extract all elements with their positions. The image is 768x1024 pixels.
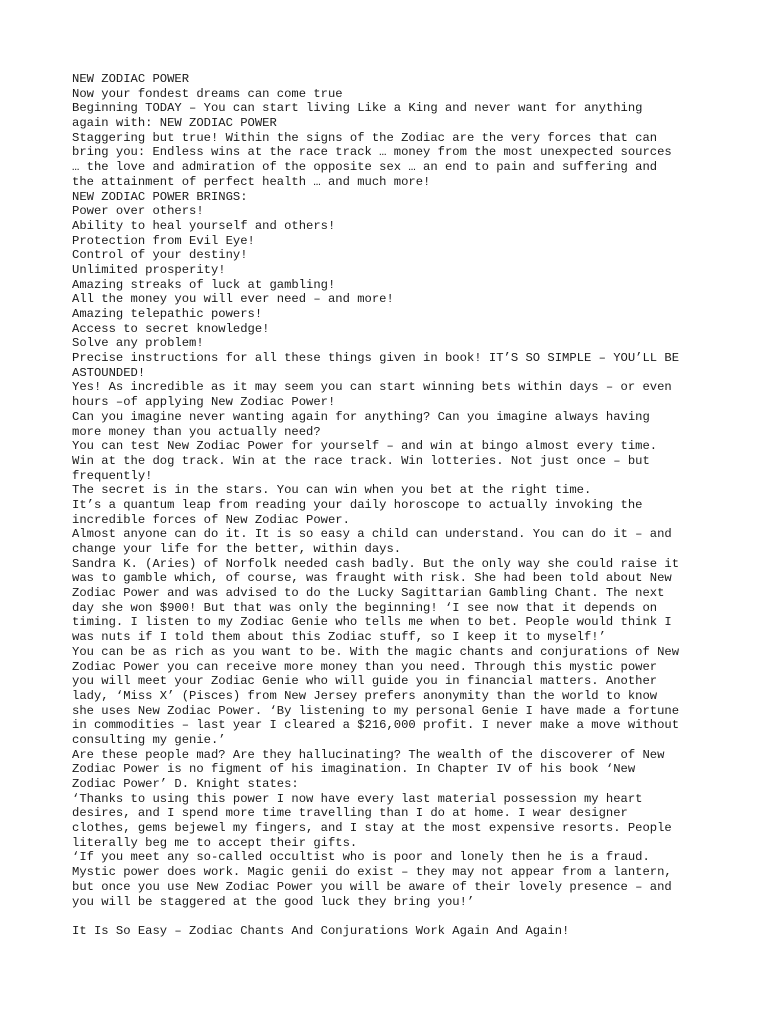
- text-line: Are these people mad? Are they hallucinating? The wealth of the discoverer of New: [72, 747, 665, 762]
- text-line: It’s a quantum leap from reading your daily horoscope to actually invoking the: [72, 497, 643, 512]
- text-line: Ability to heal yourself and others!: [72, 218, 336, 233]
- text-line: Amazing telepathic powers!: [72, 307, 263, 321]
- text-line: Sandra K. (Aries) of Norfolk needed cash badly. But the only way she could raise it: [72, 556, 680, 571]
- text-line: more money than you actually need?: [72, 424, 321, 439]
- text-line: Control of your destiny!: [72, 248, 248, 263]
- text-line: hours –of applying New Zodiac Power!: [72, 395, 336, 410]
- text-line: Beginning TODAY – You can start living Like a King and never want for anything: [72, 101, 643, 116]
- text-line: Mystic power does work. Magic genii do exist – they may not appear from a lantern,: [72, 865, 672, 880]
- text-line: Power over others!: [72, 204, 204, 219]
- text-line: Precise instructions for all these things given in book! IT’S SO SIMPLE – YOU’LL BE: [72, 351, 680, 366]
- text-line: you will be staggered at the good luck they bring you!’: [72, 894, 475, 909]
- text-line: Can you imagine never wanting again for anything? Can you imagine always having: [72, 409, 650, 424]
- text-line: … the love and admiration of the opposite sex … an end to pain and suffering and: [72, 160, 658, 175]
- text-line: NEW ZODIAC POWER BRINGS:: [72, 189, 248, 204]
- text-line: All the money you will ever need – and more!: [72, 292, 394, 307]
- text-line: but once you use New Zodiac Power you will be aware of their lovely presence – and: [72, 879, 672, 894]
- text-line: the attainment of perfect health … and much more!: [72, 174, 431, 189]
- text-line: she uses New Zodiac Power. ‘By listening to my personal Genie I have made a fortune: [72, 703, 680, 718]
- text-line: timing. I listen to my Zodiac Genie who tells me when to bet. People would think I: [72, 615, 672, 630]
- text-line: You can be as rich as you want to be. With the magic chants and conjurations of New: [72, 644, 680, 659]
- text-line: change your life for the better, within days.: [72, 542, 402, 556]
- text-line: It Is So Easy – Zodiac Chants And Conjurations Work Again And Again!: [72, 923, 570, 938]
- text-line: Almost anyone can do it. It is so easy a child can understand. You can do it – and: [72, 527, 672, 542]
- text-line: Solve any problem!: [72, 336, 204, 351]
- text-line: day she won $900! But that was only the beginning! ‘I see now that it depends on: [72, 600, 658, 615]
- text-line: Unlimited prosperity!: [72, 262, 226, 277]
- text-line: was nuts if I told them about this Zodiac stuff, so I keep it to myself!’: [72, 630, 606, 645]
- text-line: NEW ZODIAC POWER: [72, 72, 190, 86]
- text-line: Access to secret knowledge!: [72, 321, 270, 336]
- text-line: Staggering but true! Within the signs of the Zodiac are the very forces that can: [72, 130, 658, 145]
- text-line: Win at the dog track. Win at the race track. Win lotteries. Not just once – but: [72, 453, 650, 468]
- text-line: The secret is in the stars. You can win when you bet at the right time.: [72, 483, 592, 498]
- text-line: you will meet your Zodiac Genie who will guide you in financial matters. Another: [72, 674, 658, 689]
- text-line: Yes! As incredible as it may seem you can start winning bets within days – or even: [72, 380, 672, 395]
- text-line: Protection from Evil Eye!: [72, 233, 255, 248]
- text-line: Zodiac Power and was advised to do the Lucky Sagittarian Gambling Chant. The next: [72, 586, 665, 601]
- text-line: clothes, gems bejewel my fingers, and I stay at the most expensive resorts. People: [72, 821, 672, 836]
- blank-line: [72, 909, 712, 924]
- text-line: Zodiac Power is no figment of his imagination. In Chapter IV of his book ‘New: [72, 762, 636, 777]
- text-line: again with: NEW ZODIAC POWER: [72, 116, 277, 131]
- text-line: ASTOUNDED!: [72, 365, 146, 380]
- text-line: consulting my genie.’: [72, 732, 226, 747]
- text-line: bring you: Endless wins at the race track … money from the most unexpected sources: [72, 145, 672, 160]
- text-line: You can test New Zodiac Power for yourself – and win at bingo almost every time.: [72, 439, 658, 454]
- text-line: in commodities – last year I cleared a $216,000 profit. I never make a move without: [72, 718, 680, 733]
- text-line: was to gamble which, of course, was fraught with risk. She had been told about New: [72, 571, 672, 586]
- text-line: Zodiac Power you can receive more money than you need. Through this mystic power: [72, 659, 658, 674]
- text-line: Now your fondest dreams can come true: [72, 86, 343, 101]
- text-line: incredible forces of New Zodiac Power.: [72, 512, 350, 527]
- text-line: Zodiac Power’ D. Knight states:: [72, 777, 299, 791]
- document-page: [72, 72, 712, 939]
- text-line: ‘Thanks to using this power I now have every last material possession my heart: [72, 791, 643, 806]
- text-line: lady, ‘Miss X’ (Pisces) from New Jersey prefers anonymity than the world to know: [72, 688, 658, 703]
- text-line: frequently!: [72, 468, 153, 483]
- text-line: Amazing streaks of luck at gambling!: [72, 277, 336, 292]
- text-line: ‘If you meet any so-called occultist who is poor and lonely then he is a fraud.: [72, 850, 650, 865]
- text-line: desires, and I spend more time travelling than I do at home. I wear designer: [72, 806, 628, 821]
- text-line: literally beg me to accept their gifts.: [72, 835, 358, 850]
